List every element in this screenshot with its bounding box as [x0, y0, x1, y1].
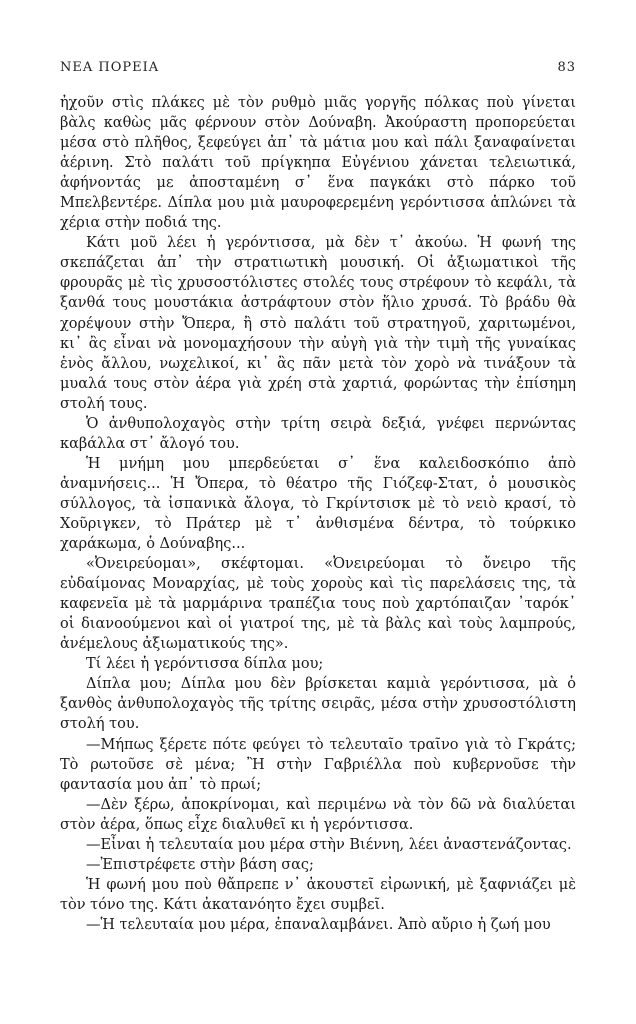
- paragraph: ἠχοῦν στὶς πλάκες μὲ τὸν ρυθμὸ μιᾶς γοργῆς πόλκας ποὺ γίνεται βὰλς καθὼς μᾶς φέρνουν στὸν Δούναβη. Ἀκούραστη προπορεύεται μέσα στὸ πλῆθος, ξεφεύγει ἀπ᾽ τὰ μάτια μου καὶ πάλι ξαναφαίνεται ἀέρινη. Στὸ παλάτι τοῦ πρίγκηπα Εὐγένιου χάνεται τελειωτικά, ἀφήνοντάς με ἀποσταμένη σ᾽ ἕνα παγκάκι στὸ πάρκο τοῦ Μπελβεντέρε. Δίπλα μου μιὰ μαυροφερεμένη γερόντισσα ἁπλώνει τὰ χέρια στὴν ποδιά της.: [60, 95, 576, 232]
- page-number: 83: [557, 60, 576, 75]
- running-title: ΝΕΑ ΠΟΡΕΙΑ: [60, 60, 160, 75]
- paragraph: —Μήπως ξέρετε πότε φεύγει τὸ τελευταῖο τραῖνο γιὰ τὸ Γκράτς; Τὸ ρωτοῦσε σὲ μένα; Ἢ στὴν Γαβριέλλα ποὺ κυβερνοῦσε τὴν φαντασία μου ἀπ᾽ τὸ πρωί;: [60, 736, 576, 793]
- paragraph: Δίπλα μου; Δίπλα μου δὲν βρίσκεται καμιὰ γερόντισσα, μὰ ὁ ξανθὸς ἀνθυπολοχαγὸς τῆς τρίτης σειρᾶς, μέσα στὴν χρυσοστόλιστη στολή του.: [60, 676, 576, 733]
- paragraph: Κάτι μοῦ λέει ἡ γερόντισσα, μὰ δὲν τ᾽ ἀκούω. Ἡ φωνή της σκεπάζεται ἀπ᾽ τὴν στρατιωτικὴ μουσική. Οἱ ἀξιωματικοὶ τῆς φρουρᾶς μὲ τὶς χρυσοστόλιστες στολές τους στρέφουν τὸ κεφάλι, τὰ ξανθά τους μουστάκια ἀστράφτουν στὸν ἥλιο χρυσά. Τὸ βράδυ θὰ χορέψουν στὴν Ὄπερα, ἢ στὸ παλάτι τοῦ στρατηγοῦ, χαριτωμένοι, κι᾽ ἂς εἶναι νὰ μονομαχήσουν τὴν αὐγὴ γιὰ τὴν τιμὴ τῆς γυναίκας ἑνὸς ἄλλου, νωχελικοί, κι᾽ ἂς πᾶν μετὰ τὸν χορὸ νὰ τινάξουν τὰ μυαλά τους στὸν ἀέρα γιὰ χρέη στὰ χαρτιά, φορώντας τὴν ἐπίσημη στολή τους.: [60, 235, 576, 412]
- paragraph: «Ὀνειρεύομαι», σκέφτομαι. «Ὀνειρεύομαι τὸ ὄνειρο τῆς εὐδαίμονας Μοναρχίας, μὲ τοὺς χοροὺς καὶ τὶς παρελάσεις της, τὰ καφενεῖα μὲ τὰ μαρμάρινα τραπέζια τους ποὺ χαρτόπαιζαν ᾽ταρόκ᾽ οἱ διανοούμενοι καὶ οἱ γιατροί της, μὲ τὰ βὰλς καὶ τοὺς λαμπρούς, ἀνέμελους ἀξιωματικούς της».: [60, 556, 576, 653]
- paragraph: —Ἡ τελευταία μου μέρα, ἐπαναλαμβάνει. Ἀπὸ αὔριο ἡ ζωή μου: [86, 916, 551, 933]
- paragraph: Ἡ μνήμη μου μπερδεύεται σ᾽ ἕνα καλειδοσκόπιο ἀπὸ ἀναμνήσεις... Ἡ Ὄπερα, τὸ θέατρο τῆς Γιόζεφ-Στατ, ὁ μουσικὸς σύλλογος, τὰ ἰσπανικὰ ἄλογα, τὸ Γκρίντσισκ μὲ τὸ νειὸ κρασί, τὸ Χοῦριγκεν, τὸ Πράτερ μὲ τ᾽ ἀνθισμένα δέντρα, τὸ τούρκικο χαράκωμα, ὁ Δούναβης...: [60, 455, 576, 553]
- paragraph: —Εἶναι ἡ τελευταία μου μέρα στὴν Βιέννη, λέει ἀναστενάζοντας.: [86, 836, 572, 853]
- paragraph: —Ἐπιστρέφετε στὴν βάση σας;: [86, 856, 314, 873]
- paragraph: Τί λέει ἡ γερόντισσα δίπλα μου;: [86, 656, 324, 673]
- body-text: [60, 93, 576, 935]
- paragraph: Ἡ φωνή μου ποὺ θἄπρεπε ν᾽ ἀκουστεῖ εἰρωνική, μὲ ξαφνιάζει μὲ τὸν τόνο της. Κάτι ἀκατανόητο ἔχει συμβεῖ.: [60, 876, 576, 913]
- paragraph: Ὁ ἀνθυπολοχαγὸς στὴν τρίτη σειρὰ δεξιά, γνέφει περνώντας καβάλλα στ᾽ ἄλογό του.: [60, 415, 576, 452]
- paragraph: —Δὲν ξέρω, ἀποκρίνομαι, καὶ περιμένω νὰ τὸν δῶ νὰ διαλύεται στὸν ἀέρα, ὅπως εἶχε διαλυθεῖ κι ἡ γερόντισσα.: [60, 796, 576, 833]
